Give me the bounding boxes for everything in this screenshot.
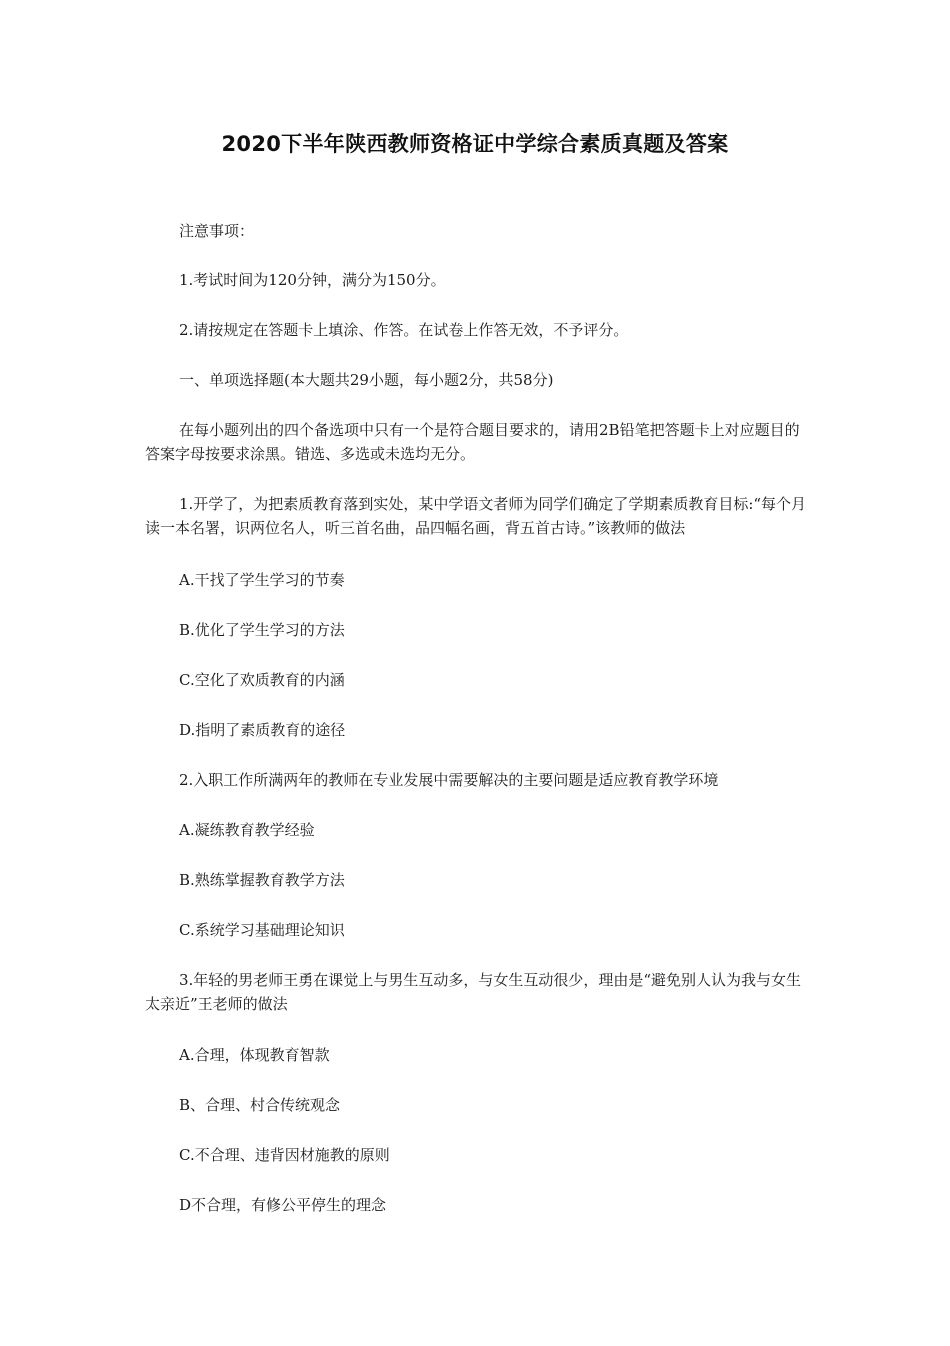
question-1-option-d: D.指明了素质教育的途径 bbox=[179, 721, 346, 739]
question-2: 2.入职工作所满两年的教师在专业发展中需要解决的主要问题是适应教育教学环境 bbox=[179, 771, 719, 789]
document-title: 2020下半年陕西教师资格证中学综合素质真题及答案 bbox=[221, 132, 729, 156]
question-3-option-c: C.不合理、违背因材施教的原则 bbox=[179, 1146, 390, 1164]
notice-heading: 注意事项： bbox=[179, 222, 255, 240]
question-1-option-b: B.优化了学生学习的方法 bbox=[179, 621, 345, 639]
question-3-option-b: B、合理、村合传统观念 bbox=[179, 1096, 341, 1114]
question-1-option-a: A.干找了学生学习的节奏 bbox=[179, 571, 345, 589]
question-2-option-a: A.凝练教育教学经验 bbox=[179, 821, 315, 839]
question-2-option-c: C.系统学习基础理论知识 bbox=[179, 921, 345, 939]
question-3-option-d: D不合理，有修公平停生的理念 bbox=[179, 1196, 387, 1214]
question-3-option-a: A.合理，体现教育智款 bbox=[179, 1046, 330, 1064]
question-1: 1.开学了，为把素质教育落到实处，某中学语文者师为同学们确定了学期素质教育目标:“每个月读一本名署，识两位名人，听三首名曲，品四幅名画，背五首古诗。”该教师的做法 bbox=[145, 495, 807, 537]
notice-item-2: 2.请按规定在答题卡上填涂、作答。在试卷上作答无效，不予评分。 bbox=[179, 321, 629, 339]
question-1-option-c: C.空化了欢质教育的内涵 bbox=[179, 671, 345, 689]
section-heading: 一、单项选择题(本大题共29小题，每小题2分，共58分) bbox=[179, 371, 554, 389]
section-instructions: 在每小题列出的四个备选项中只有一个是符合题目要求的，请用2B铅笔把答题卡上对应题目的答案字母按要求涂黑。错选、多选或未选均无分。 bbox=[145, 421, 800, 463]
question-2-option-b: B.熟练掌握教育教学方法 bbox=[179, 871, 345, 889]
question-3: 3.年轻的男老师王勇在课觉上与男生互动多，与女生互动很少，理由是“避免别人认为我与女生太亲近”王老师的做法 bbox=[145, 971, 801, 1013]
notice-item-1: 1.考试时间为120分钟，满分为150分。 bbox=[179, 271, 446, 289]
